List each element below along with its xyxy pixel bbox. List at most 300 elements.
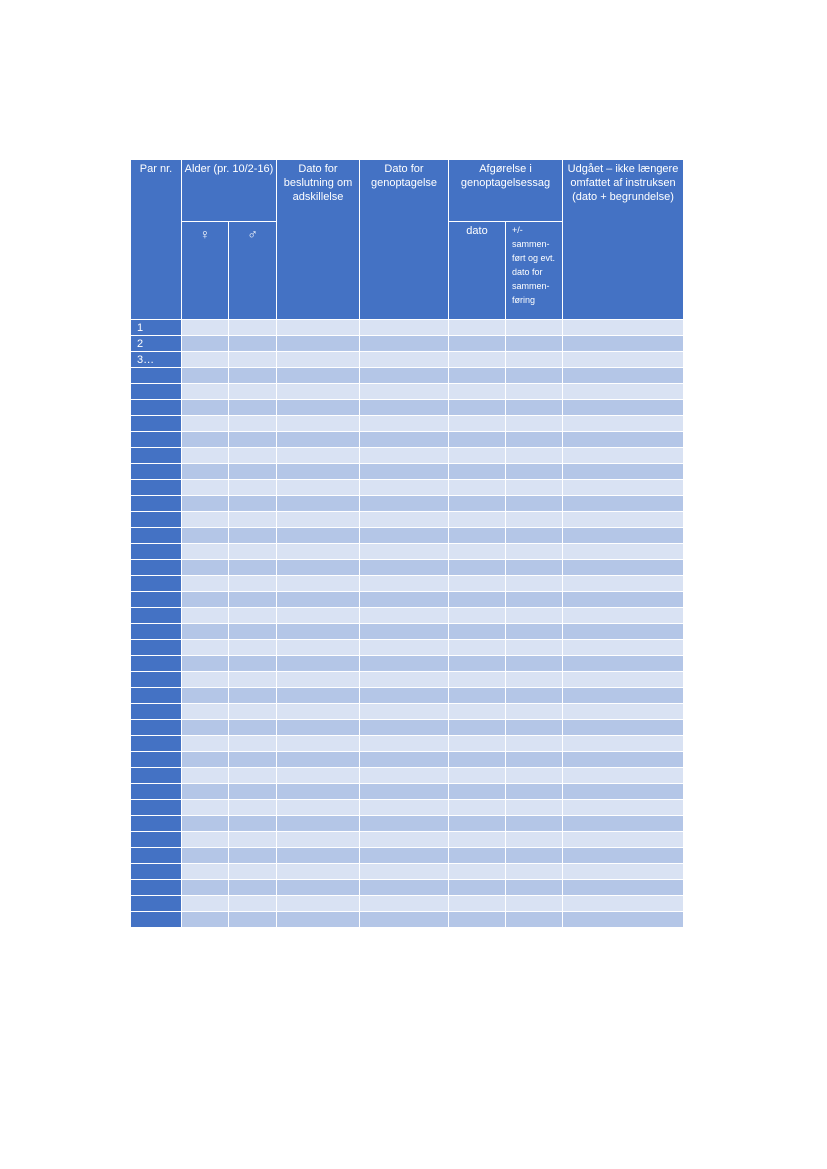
table-cell[interactable] [277, 528, 360, 544]
table-cell[interactable] [277, 768, 360, 784]
table-cell[interactable] [506, 768, 563, 784]
table-cell[interactable] [506, 832, 563, 848]
table-cell[interactable] [277, 720, 360, 736]
table-cell[interactable] [277, 864, 360, 880]
table-cell[interactable] [563, 528, 684, 544]
table-cell[interactable] [449, 384, 506, 400]
table-cell[interactable] [182, 624, 229, 640]
table-cell[interactable] [449, 624, 506, 640]
table-cell[interactable] [277, 688, 360, 704]
table-cell[interactable] [506, 528, 563, 544]
table-cell[interactable] [449, 720, 506, 736]
table-cell[interactable] [449, 320, 506, 336]
table-cell[interactable] [229, 352, 277, 368]
table-cell[interactable] [360, 768, 449, 784]
table-cell[interactable] [229, 336, 277, 352]
table-cell[interactable] [563, 896, 684, 912]
table-cell[interactable] [277, 384, 360, 400]
table-cell[interactable] [506, 400, 563, 416]
table-cell[interactable] [449, 544, 506, 560]
par-number-cell[interactable] [131, 640, 182, 656]
table-cell[interactable] [229, 656, 277, 672]
table-cell[interactable] [277, 464, 360, 480]
table-cell[interactable] [182, 368, 229, 384]
table-cell[interactable] [229, 864, 277, 880]
table-cell[interactable] [563, 368, 684, 384]
table-cell[interactable] [360, 544, 449, 560]
par-number-cell[interactable] [131, 896, 182, 912]
table-cell[interactable] [182, 608, 229, 624]
table-cell[interactable] [182, 464, 229, 480]
table-cell[interactable] [506, 816, 563, 832]
par-number-cell[interactable] [131, 416, 182, 432]
table-cell[interactable] [360, 720, 449, 736]
table-cell[interactable] [449, 432, 506, 448]
table-cell[interactable] [506, 448, 563, 464]
table-cell[interactable] [360, 368, 449, 384]
table-cell[interactable] [449, 864, 506, 880]
table-cell[interactable] [277, 512, 360, 528]
table-cell[interactable] [182, 864, 229, 880]
table-cell[interactable] [506, 416, 563, 432]
table-cell[interactable] [360, 560, 449, 576]
table-cell[interactable] [229, 432, 277, 448]
table-cell[interactable] [229, 784, 277, 800]
table-cell[interactable] [229, 624, 277, 640]
table-cell[interactable] [506, 640, 563, 656]
par-number-cell[interactable] [131, 800, 182, 816]
par-number-cell[interactable] [131, 768, 182, 784]
table-cell[interactable] [277, 752, 360, 768]
table-cell[interactable] [449, 848, 506, 864]
table-cell[interactable] [182, 752, 229, 768]
table-cell[interactable] [449, 608, 506, 624]
table-cell[interactable] [449, 816, 506, 832]
par-number-cell[interactable] [131, 848, 182, 864]
table-cell[interactable] [360, 400, 449, 416]
table-cell[interactable] [360, 608, 449, 624]
table-cell[interactable] [360, 832, 449, 848]
table-cell[interactable] [277, 832, 360, 848]
table-cell[interactable] [506, 672, 563, 688]
table-cell[interactable] [563, 576, 684, 592]
table-cell[interactable] [506, 368, 563, 384]
table-cell[interactable] [182, 848, 229, 864]
table-cell[interactable] [563, 832, 684, 848]
table-cell[interactable] [229, 912, 277, 928]
table-cell[interactable] [449, 448, 506, 464]
table-cell[interactable] [506, 480, 563, 496]
table-cell[interactable] [449, 800, 506, 816]
table-cell[interactable] [182, 896, 229, 912]
table-cell[interactable] [449, 704, 506, 720]
par-number-cell[interactable] [131, 384, 182, 400]
table-cell[interactable] [182, 832, 229, 848]
table-cell[interactable] [360, 416, 449, 432]
par-number-cell[interactable] [131, 608, 182, 624]
table-cell[interactable] [506, 784, 563, 800]
table-cell[interactable] [506, 656, 563, 672]
table-cell[interactable] [229, 560, 277, 576]
table-cell[interactable] [563, 656, 684, 672]
table-cell[interactable] [506, 592, 563, 608]
table-cell[interactable] [563, 496, 684, 512]
table-cell[interactable] [229, 688, 277, 704]
table-cell[interactable] [182, 640, 229, 656]
par-number-cell[interactable] [131, 864, 182, 880]
table-cell[interactable] [506, 864, 563, 880]
table-cell[interactable] [360, 496, 449, 512]
table-cell[interactable] [277, 448, 360, 464]
table-cell[interactable] [277, 336, 360, 352]
table-cell[interactable] [506, 496, 563, 512]
table-cell[interactable] [360, 672, 449, 688]
table-cell[interactable] [506, 336, 563, 352]
table-cell[interactable] [563, 624, 684, 640]
table-cell[interactable] [449, 352, 506, 368]
table-cell[interactable] [360, 384, 449, 400]
table-cell[interactable] [182, 560, 229, 576]
table-cell[interactable] [360, 816, 449, 832]
table-cell[interactable] [182, 784, 229, 800]
table-cell[interactable] [563, 448, 684, 464]
par-number-cell[interactable] [131, 656, 182, 672]
table-cell[interactable] [506, 624, 563, 640]
table-cell[interactable] [229, 608, 277, 624]
table-cell[interactable] [360, 576, 449, 592]
table-cell[interactable] [182, 656, 229, 672]
table-cell[interactable] [449, 528, 506, 544]
table-cell[interactable] [360, 704, 449, 720]
table-cell[interactable] [229, 640, 277, 656]
table-cell[interactable] [182, 672, 229, 688]
table-cell[interactable] [229, 496, 277, 512]
table-cell[interactable] [506, 752, 563, 768]
table-cell[interactable] [360, 592, 449, 608]
par-number-cell[interactable] [131, 752, 182, 768]
table-cell[interactable] [182, 720, 229, 736]
table-cell[interactable] [277, 320, 360, 336]
table-cell[interactable] [277, 368, 360, 384]
table-cell[interactable] [360, 784, 449, 800]
table-cell[interactable] [506, 800, 563, 816]
table-cell[interactable] [506, 560, 563, 576]
table-cell[interactable] [360, 320, 449, 336]
table-cell[interactable] [277, 480, 360, 496]
table-cell[interactable] [229, 448, 277, 464]
table-cell[interactable] [563, 640, 684, 656]
table-cell[interactable] [360, 912, 449, 928]
table-cell[interactable] [182, 800, 229, 816]
table-cell[interactable] [277, 640, 360, 656]
par-number-cell[interactable] [131, 480, 182, 496]
table-cell[interactable] [563, 464, 684, 480]
table-cell[interactable] [360, 640, 449, 656]
table-cell[interactable] [277, 816, 360, 832]
table-cell[interactable] [449, 640, 506, 656]
table-cell[interactable] [277, 704, 360, 720]
table-cell[interactable] [360, 752, 449, 768]
table-cell[interactable] [506, 720, 563, 736]
table-cell[interactable] [563, 608, 684, 624]
table-cell[interactable] [563, 864, 684, 880]
table-cell[interactable] [182, 496, 229, 512]
table-cell[interactable] [229, 816, 277, 832]
table-cell[interactable] [506, 880, 563, 896]
table-cell[interactable] [449, 672, 506, 688]
table-cell[interactable] [449, 880, 506, 896]
table-cell[interactable] [277, 912, 360, 928]
par-number-cell[interactable] [131, 688, 182, 704]
table-cell[interactable] [182, 544, 229, 560]
table-cell[interactable] [229, 736, 277, 752]
table-cell[interactable] [506, 608, 563, 624]
table-cell[interactable] [182, 512, 229, 528]
table-cell[interactable] [182, 880, 229, 896]
table-cell[interactable] [229, 576, 277, 592]
table-cell[interactable] [277, 544, 360, 560]
par-number-cell[interactable] [131, 400, 182, 416]
par-number-cell[interactable]: 2 [131, 336, 182, 352]
table-cell[interactable] [449, 752, 506, 768]
table-cell[interactable] [360, 480, 449, 496]
table-cell[interactable] [563, 432, 684, 448]
table-cell[interactable] [277, 432, 360, 448]
par-number-cell[interactable] [131, 736, 182, 752]
table-cell[interactable] [563, 384, 684, 400]
table-cell[interactable] [449, 400, 506, 416]
table-cell[interactable] [229, 832, 277, 848]
table-cell[interactable] [277, 800, 360, 816]
par-number-cell[interactable] [131, 912, 182, 928]
table-cell[interactable] [277, 736, 360, 752]
table-cell[interactable] [277, 784, 360, 800]
par-number-cell[interactable] [131, 432, 182, 448]
par-number-cell[interactable] [131, 464, 182, 480]
table-cell[interactable] [506, 352, 563, 368]
table-cell[interactable] [563, 416, 684, 432]
table-cell[interactable] [229, 400, 277, 416]
table-cell[interactable] [229, 480, 277, 496]
table-cell[interactable] [229, 512, 277, 528]
table-cell[interactable] [449, 896, 506, 912]
table-cell[interactable] [277, 880, 360, 896]
table-cell[interactable] [277, 656, 360, 672]
table-cell[interactable] [229, 368, 277, 384]
table-cell[interactable] [506, 384, 563, 400]
table-cell[interactable] [182, 400, 229, 416]
par-number-cell[interactable] [131, 624, 182, 640]
table-cell[interactable] [360, 528, 449, 544]
table-cell[interactable] [229, 848, 277, 864]
table-cell[interactable] [449, 576, 506, 592]
table-cell[interactable] [360, 352, 449, 368]
par-number-cell[interactable]: 3… [131, 352, 182, 368]
table-cell[interactable] [506, 432, 563, 448]
table-cell[interactable] [449, 496, 506, 512]
table-cell[interactable] [277, 560, 360, 576]
table-cell[interactable] [449, 736, 506, 752]
table-cell[interactable] [563, 704, 684, 720]
table-cell[interactable] [563, 912, 684, 928]
table-cell[interactable] [360, 896, 449, 912]
table-cell[interactable] [563, 720, 684, 736]
table-cell[interactable] [229, 704, 277, 720]
table-cell[interactable] [360, 464, 449, 480]
table-cell[interactable] [449, 416, 506, 432]
par-number-cell[interactable] [131, 544, 182, 560]
table-cell[interactable] [182, 816, 229, 832]
table-cell[interactable] [182, 336, 229, 352]
table-cell[interactable] [506, 512, 563, 528]
par-number-cell[interactable]: 1 [131, 320, 182, 336]
table-cell[interactable] [229, 384, 277, 400]
table-cell[interactable] [360, 448, 449, 464]
par-number-cell[interactable] [131, 528, 182, 544]
table-cell[interactable] [182, 736, 229, 752]
table-cell[interactable] [277, 896, 360, 912]
table-cell[interactable] [563, 672, 684, 688]
table-cell[interactable] [229, 896, 277, 912]
table-cell[interactable] [449, 512, 506, 528]
table-cell[interactable] [277, 416, 360, 432]
table-cell[interactable] [182, 768, 229, 784]
table-cell[interactable] [182, 480, 229, 496]
table-cell[interactable] [229, 528, 277, 544]
table-cell[interactable] [506, 320, 563, 336]
table-cell[interactable] [449, 656, 506, 672]
par-number-cell[interactable] [131, 832, 182, 848]
table-cell[interactable] [506, 736, 563, 752]
table-cell[interactable] [360, 432, 449, 448]
table-cell[interactable] [360, 800, 449, 816]
table-cell[interactable] [506, 912, 563, 928]
table-cell[interactable] [506, 688, 563, 704]
table-cell[interactable] [563, 352, 684, 368]
table-cell[interactable] [563, 816, 684, 832]
table-cell[interactable] [277, 352, 360, 368]
table-cell[interactable] [182, 912, 229, 928]
table-cell[interactable] [506, 576, 563, 592]
table-cell[interactable] [277, 848, 360, 864]
par-number-cell[interactable] [131, 784, 182, 800]
table-cell[interactable] [449, 336, 506, 352]
table-cell[interactable] [360, 736, 449, 752]
table-cell[interactable] [229, 800, 277, 816]
table-cell[interactable] [563, 800, 684, 816]
table-cell[interactable] [449, 560, 506, 576]
table-cell[interactable] [360, 688, 449, 704]
table-cell[interactable] [506, 848, 563, 864]
table-cell[interactable] [563, 736, 684, 752]
table-cell[interactable] [449, 688, 506, 704]
table-cell[interactable] [563, 688, 684, 704]
table-cell[interactable] [229, 544, 277, 560]
table-cell[interactable] [563, 784, 684, 800]
par-number-cell[interactable] [131, 720, 182, 736]
table-cell[interactable] [563, 512, 684, 528]
par-number-cell[interactable] [131, 704, 182, 720]
table-cell[interactable] [360, 336, 449, 352]
table-cell[interactable] [506, 544, 563, 560]
table-cell[interactable] [229, 752, 277, 768]
table-cell[interactable] [563, 880, 684, 896]
table-cell[interactable] [229, 880, 277, 896]
table-cell[interactable] [360, 656, 449, 672]
table-cell[interactable] [563, 752, 684, 768]
table-cell[interactable] [277, 400, 360, 416]
table-cell[interactable] [182, 432, 229, 448]
table-cell[interactable] [563, 544, 684, 560]
table-cell[interactable] [449, 480, 506, 496]
par-number-cell[interactable] [131, 560, 182, 576]
par-number-cell[interactable] [131, 672, 182, 688]
par-number-cell[interactable] [131, 448, 182, 464]
table-cell[interactable] [563, 592, 684, 608]
table-cell[interactable] [506, 464, 563, 480]
table-cell[interactable] [449, 768, 506, 784]
table-cell[interactable] [277, 576, 360, 592]
table-cell[interactable] [563, 336, 684, 352]
table-cell[interactable] [449, 368, 506, 384]
par-number-cell[interactable] [131, 512, 182, 528]
table-cell[interactable] [449, 464, 506, 480]
table-cell[interactable] [229, 720, 277, 736]
table-cell[interactable] [563, 560, 684, 576]
table-cell[interactable] [563, 320, 684, 336]
table-cell[interactable] [182, 352, 229, 368]
table-cell[interactable] [277, 608, 360, 624]
table-cell[interactable] [182, 416, 229, 432]
table-cell[interactable] [229, 416, 277, 432]
table-cell[interactable] [506, 896, 563, 912]
table-cell[interactable] [360, 512, 449, 528]
table-cell[interactable] [449, 832, 506, 848]
table-cell[interactable] [229, 464, 277, 480]
table-cell[interactable] [563, 400, 684, 416]
table-cell[interactable] [449, 912, 506, 928]
table-cell[interactable] [182, 592, 229, 608]
table-cell[interactable] [277, 496, 360, 512]
par-number-cell[interactable] [131, 576, 182, 592]
table-cell[interactable] [506, 704, 563, 720]
table-cell[interactable] [182, 576, 229, 592]
table-cell[interactable] [360, 848, 449, 864]
table-cell[interactable] [277, 672, 360, 688]
table-cell[interactable] [449, 784, 506, 800]
table-cell[interactable] [182, 320, 229, 336]
table-cell[interactable] [449, 592, 506, 608]
table-cell[interactable] [563, 768, 684, 784]
table-cell[interactable] [182, 704, 229, 720]
par-number-cell[interactable] [131, 496, 182, 512]
par-number-cell[interactable] [131, 816, 182, 832]
par-number-cell[interactable] [131, 592, 182, 608]
table-cell[interactable] [182, 448, 229, 464]
par-number-cell[interactable] [131, 368, 182, 384]
table-cell[interactable] [229, 768, 277, 784]
table-cell[interactable] [229, 592, 277, 608]
table-cell[interactable] [229, 672, 277, 688]
table-cell[interactable] [182, 528, 229, 544]
par-number-cell[interactable] [131, 880, 182, 896]
table-cell[interactable] [360, 864, 449, 880]
table-cell[interactable] [277, 624, 360, 640]
table-cell[interactable] [563, 848, 684, 864]
table-cell[interactable] [360, 624, 449, 640]
table-cell[interactable] [182, 688, 229, 704]
table-cell[interactable] [360, 880, 449, 896]
